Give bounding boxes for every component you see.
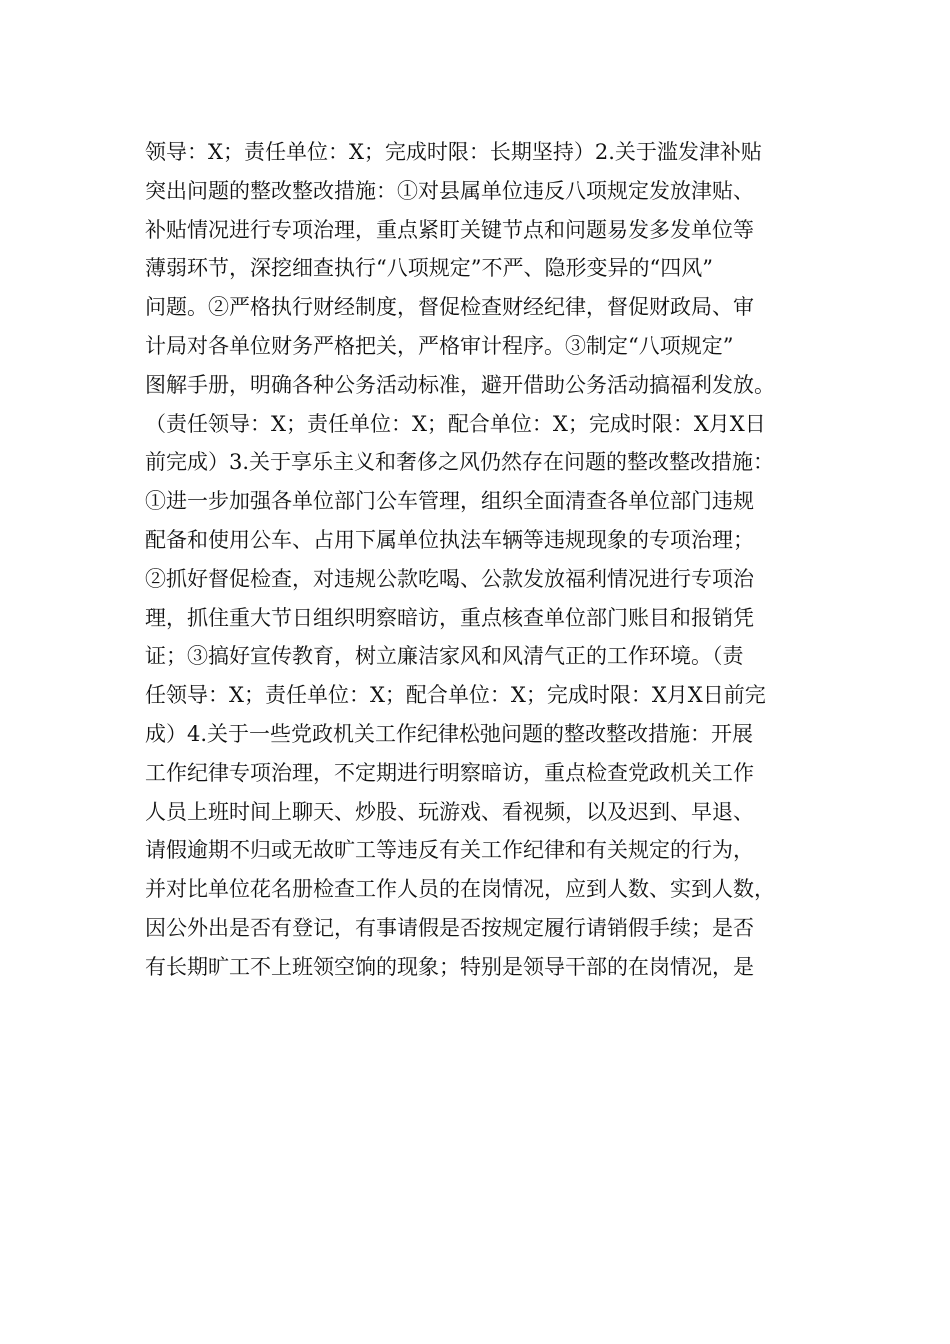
text-line: 补贴情况进行专项治理，重点紧盯关键节点和问题易发多发单位等 [145, 217, 754, 242]
text-line: 问题。②严格执行财经制度，督促检查财经纪律，督促财政局、审 [145, 295, 754, 320]
text-line: 突出问题的整改整改措施：①对县属单位违反八项规定发放津贴、 [145, 178, 754, 203]
text-line: 证；③搞好宣传教育，树立廉洁家风和风清气正的工作环境。（责 [145, 644, 744, 669]
text-line: 领导：X；责任单位：X；完成时限：长期坚持）2.关于滥发津补贴 [145, 140, 762, 164]
text-line: 并对比单位花名册检查工作人员的在岗情况，应到人数、实到人数， [145, 877, 775, 902]
text-line: 请假逾期不归或无故旷工等违反有关工作纪律和有关规定的行为， [145, 838, 754, 863]
text-line: ①进一步加强各单位部门公车管理，组织全面清查各单位部门违规 [145, 489, 754, 514]
text-line: 配备和使用公车、占用下属单位执法车辆等违规现象的专项治理； [145, 527, 754, 552]
text-line: 图解手册，明确各种公务活动标准，避开借助公务活动搞福利发放。 [145, 372, 775, 397]
text-line: （责任领导：X；责任单位：X；配合单位：X；完成时限：X月X日 [145, 411, 766, 436]
text-line: 薄弱环节，深挖细查执行“八项规定”不严、隐形变异的“四风” [145, 256, 713, 281]
text-line: 因公外出是否有登记，有事请假是否按规定履行请销假手续；是否 [145, 915, 754, 940]
text-line: 理，抓住重大节日组织明察暗访，重点核查单位部门账目和报销凭 [145, 605, 754, 630]
text-line: 前完成）3.关于享乐主义和奢侈之风仍然存在问题的整改整改措施： [145, 450, 775, 475]
text-line: 计局对各单位财务严格把关，严格审计程序。③制定“八项规定” [145, 333, 734, 358]
text-line: 人员上班时间上聊天、炒股、玩游戏、看视频，以及迟到、早退、 [145, 799, 754, 824]
text-line: 有长期旷工不上班领空饷的现象；特别是领导干部的在岗情况，是 [145, 954, 754, 979]
text-line: ②抓好督促检查，对违规公款吃喝、公款发放福利情况进行专项治 [145, 566, 754, 591]
body-text [145, 133, 835, 987]
text-line: 任领导：X；责任单位：X；配合单位：X；完成时限：X月X日前完 [145, 683, 766, 708]
text-line: 成）4.关于一些党政机关工作纪律松弛问题的整改整改措施：开展 [145, 721, 754, 746]
text-line: 工作纪律专项治理，不定期进行明察暗访，重点检查党政机关工作 [145, 760, 754, 785]
